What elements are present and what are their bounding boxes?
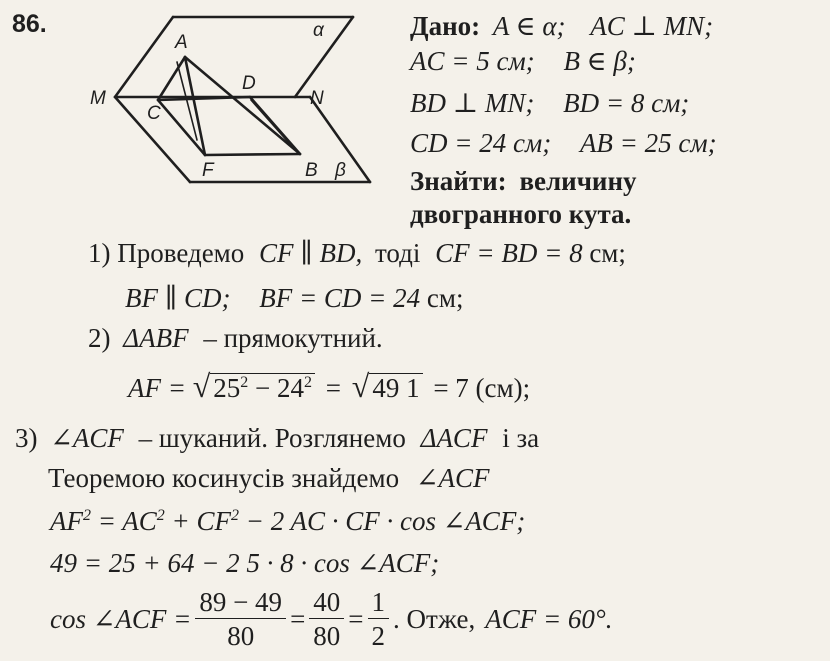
step-1-cf-parallel: CF ∥ BD,: [259, 238, 363, 268]
conclusion-text: . Отже,: [393, 603, 476, 634]
label-n: N: [310, 88, 324, 109]
segment-db: [250, 97, 300, 154]
step-3-tail: і за: [502, 423, 540, 453]
find-line-2: двогранного кута.: [410, 199, 632, 229]
step-2-number: 2): [88, 323, 111, 353]
step-3-theorem: Теоремою косинусів знайдемо: [48, 463, 400, 493]
conclusion-value: ACF = 60°.: [485, 603, 613, 634]
label-b: B: [305, 160, 318, 181]
plane-alpha-right-edge: [295, 17, 353, 97]
label-c: C: [147, 103, 161, 124]
given-b-in-beta: B ∈ β;: [563, 46, 636, 76]
given-a-in-alpha: A ∈ α;: [492, 11, 566, 41]
cos-result: [50, 588, 612, 651]
step-1-line-1: [88, 240, 626, 267]
fraction-3: $\frac{1}{2}$: [368, 588, 390, 651]
label-d: D: [242, 73, 256, 94]
equals-1: =: [290, 603, 306, 634]
segment-fb: [205, 154, 300, 155]
given-cd-length: CD = 24 см;: [410, 128, 552, 158]
given-line-3: [410, 90, 689, 117]
given-bd-perp: BD ⊥ MN;: [410, 88, 535, 118]
step-2-text: – прямокутний.: [203, 323, 383, 353]
step-3-triangle: ΔACF: [420, 423, 488, 453]
label-beta: β: [335, 160, 346, 181]
cosine-law-equation: $AF^2 = AC^2 + CF^2 - 2$ AC · CF · cos ∠ACF;: [50, 506, 526, 536]
step-1-bf-equal: BF = CD = 24: [259, 283, 421, 313]
step-1-cf-equal: CF = BD = 8: [435, 238, 583, 268]
af-result: = 7 (см);: [433, 373, 531, 403]
step-1-unit-2: см;: [426, 283, 464, 313]
cos-lhs: cos ∠ACF =: [50, 603, 192, 634]
sqrt-1: $25^2 - 24^2$: [210, 373, 315, 402]
given-ac-length: AC = 5 см;: [410, 46, 535, 76]
given-line-4: [410, 130, 717, 157]
step-3-line-2: [48, 465, 489, 492]
step-3-text: – шуканий. Розглянемо: [138, 423, 406, 453]
fraction-2: $\frac{40}{80}$: [309, 588, 344, 651]
step-3-line-1: [15, 425, 539, 452]
fraction-1: $\frac{89 - 49}{80}$: [195, 588, 286, 651]
step-3-angle-2: ∠ACF: [415, 463, 490, 493]
plane-alpha-left-edge: [115, 17, 173, 97]
step-1-then: тоді: [374, 238, 421, 268]
equals-2: =: [348, 603, 364, 634]
step-1-unit: см;: [589, 238, 626, 268]
sqrt-2: 49 1: [369, 373, 422, 402]
given-bd-length: BD = 8 см;: [563, 88, 690, 118]
step-2-triangle: ΔABF: [123, 323, 189, 353]
equals-sign: =: [325, 373, 341, 403]
step-1-line-2: [125, 285, 463, 312]
find-label: Знайти:: [410, 166, 507, 196]
af-equation: [128, 370, 530, 402]
af-lhs: AF =: [128, 373, 186, 403]
given-line-1: [410, 13, 713, 40]
step-1-bf-parallel: BF ∥ CD;: [125, 283, 231, 313]
problem-number: 86.: [12, 10, 47, 38]
given-ab-length: AB = 25 см;: [579, 128, 717, 158]
sqrt-sign-1: √: [192, 368, 211, 404]
given-label: Дано:: [410, 11, 481, 41]
given-line-2: [410, 48, 636, 75]
dihedral-figure: [85, 12, 385, 192]
substituted-equation: 49 = 25 + 64 − 2 5 · 8 · cos ∠ACF;: [50, 548, 440, 578]
segment-cf: [158, 100, 205, 155]
label-alpha: α: [313, 20, 324, 41]
step-3-angle: ∠ACF: [50, 423, 124, 453]
find-line-1: [410, 168, 637, 195]
hatch-2: [251, 100, 297, 152]
label-f: F: [202, 160, 214, 181]
step-3-number: 3): [15, 423, 38, 453]
label-a: A: [175, 32, 188, 53]
step-1-intro: 1) Проведемо: [88, 238, 245, 268]
label-m: M: [90, 88, 106, 109]
step-2-line: [88, 325, 383, 352]
find-text-1: величину: [519, 166, 637, 196]
given-ac-perp: AC ⊥ MN;: [590, 11, 714, 41]
sqrt-sign-2: √: [351, 368, 370, 404]
